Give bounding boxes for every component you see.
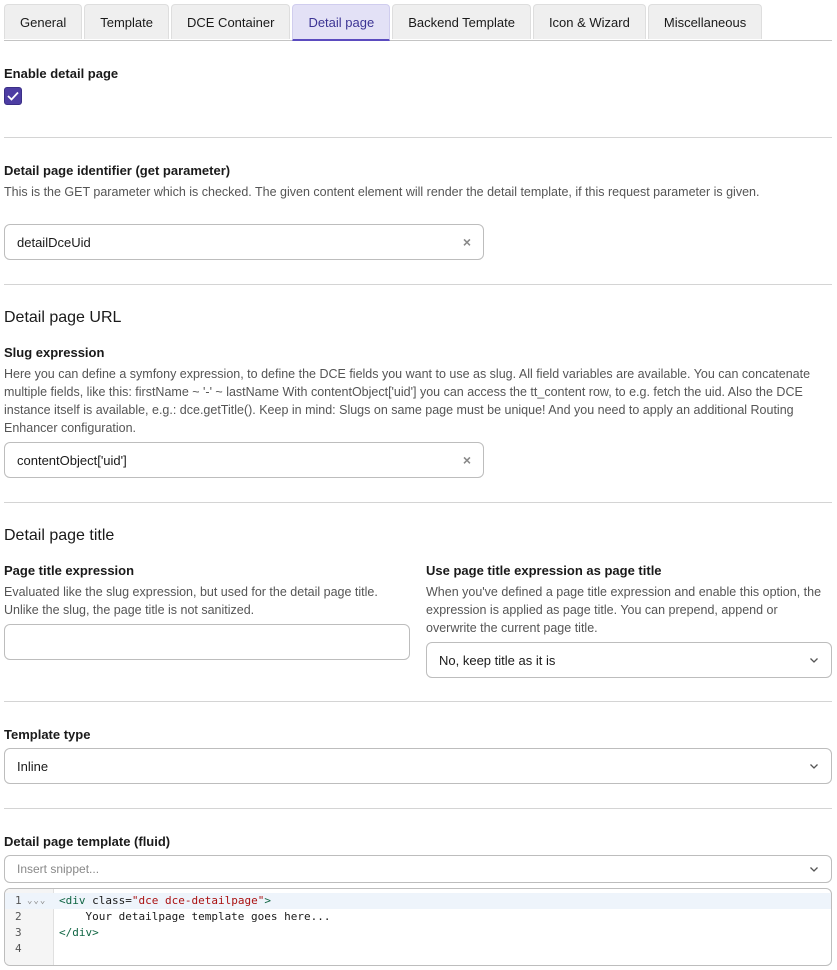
page-title-expression-input[interactable] — [4, 624, 410, 660]
template-type-select[interactable] — [4, 748, 832, 784]
slug-description: Here you can define a symfony expression, to define the DCE fields you want to use as slug. All field variables are available. You can concatenate multiple fields, like this: firstName ~ '-' ~ lastName With contentObject['uid'] you can access the tt_content row, to e.g. fetch the uid. Also the DCE instance itself is available, e.g.: dce.getTitle(). Keep in mind: Slugs on same page must be unique! And you need to apply an additional Routing Enhancer configuration. — [4, 367, 811, 435]
title-section-title: Detail page title — [4, 527, 115, 544]
code-line[interactable] — [5, 909, 831, 925]
code-text — [59, 893, 271, 909]
chevron-down-icon — [809, 864, 819, 874]
identifier-input[interactable] — [4, 224, 484, 260]
tab-dce-container[interactable]: DCE Container — [171, 4, 290, 39]
divider — [4, 502, 832, 503]
identifier-value: detailDceUid — [17, 234, 91, 250]
divider — [4, 137, 832, 138]
tab-bar — [4, 4, 832, 41]
code-tag-open: </div — [59, 926, 93, 939]
check-icon — [7, 91, 19, 101]
tab-icon-wizard[interactable]: Icon & Wizard — [533, 4, 646, 39]
code-string: "dce dce-detailpage" — [131, 894, 265, 907]
code-tag-open: <div — [59, 894, 86, 907]
code-line[interactable] — [5, 893, 831, 909]
divider — [4, 808, 832, 809]
code-line[interactable] — [5, 925, 831, 941]
identifier-label: Detail page identifier (get parameter) — [4, 163, 231, 178]
slug-label: Slug expression — [4, 345, 105, 360]
identifier-description: This is the GET parameter which is checked. The given content element will render the detail template, if this request parameter is given. — [4, 185, 760, 199]
tab-backend-template[interactable]: Backend Template — [392, 4, 531, 39]
divider — [4, 701, 832, 702]
line-number: 2 — [15, 910, 22, 923]
code-editor[interactable] — [4, 888, 832, 966]
line-number: 1 — [15, 894, 22, 907]
insert-snippet-placeholder: Insert snippet... — [17, 862, 100, 876]
line-number: 3 — [15, 926, 22, 939]
chevron-down-icon — [809, 761, 819, 771]
line-number: 4 — [15, 942, 22, 955]
code-attr: class= — [85, 894, 132, 907]
tab-miscellaneous[interactable]: Miscellaneous — [648, 4, 762, 39]
use-title-expression-value: No, keep title as it is — [439, 652, 556, 668]
page-title-expression-label: Page title expression — [4, 563, 135, 578]
slug-input[interactable] — [4, 442, 484, 478]
clear-icon[interactable]: × — [462, 234, 471, 250]
code-line[interactable] — [5, 941, 831, 957]
use-title-expression-select[interactable] — [426, 642, 832, 678]
template-type-label: Template type — [4, 727, 91, 742]
enable-detail-checkbox[interactable] — [4, 87, 22, 105]
url-section-title: Detail page URL — [4, 309, 122, 326]
divider — [4, 284, 832, 285]
fold-markers-icon[interactable]: ⌄⌄⌄ — [27, 896, 47, 906]
code-tag-close: > — [92, 926, 99, 939]
code-tag-close: > — [264, 894, 271, 907]
template-type-value: Inline — [17, 758, 49, 774]
enable-detail-label: Enable detail page — [4, 66, 119, 81]
use-title-expression-label: Use page title expression as page title — [426, 563, 662, 578]
insert-snippet-select[interactable] — [4, 855, 832, 883]
page-title-expression-description: Evaluated like the slug expression, but used for the detail page title. Unlike the slug, the page title is not sanitized. — [4, 585, 378, 617]
tab-general[interactable]: General — [4, 4, 82, 39]
tab-detail-page[interactable]: Detail page — [292, 4, 390, 41]
code-text — [59, 925, 99, 941]
tab-template[interactable]: Template — [84, 4, 169, 39]
use-title-expression-description: When you've defined a page title expression and enable this option, the expression is applied as page title. You can prepend, append or overwrite the current page title. — [426, 585, 822, 635]
code-text: Your detailpage template goes here... — [59, 910, 331, 923]
chevron-down-icon — [809, 655, 819, 665]
detail-template-label: Detail page template (fluid) — [4, 834, 171, 849]
slug-value: contentObject['uid'] — [17, 452, 127, 468]
clear-icon[interactable]: × — [462, 452, 471, 468]
